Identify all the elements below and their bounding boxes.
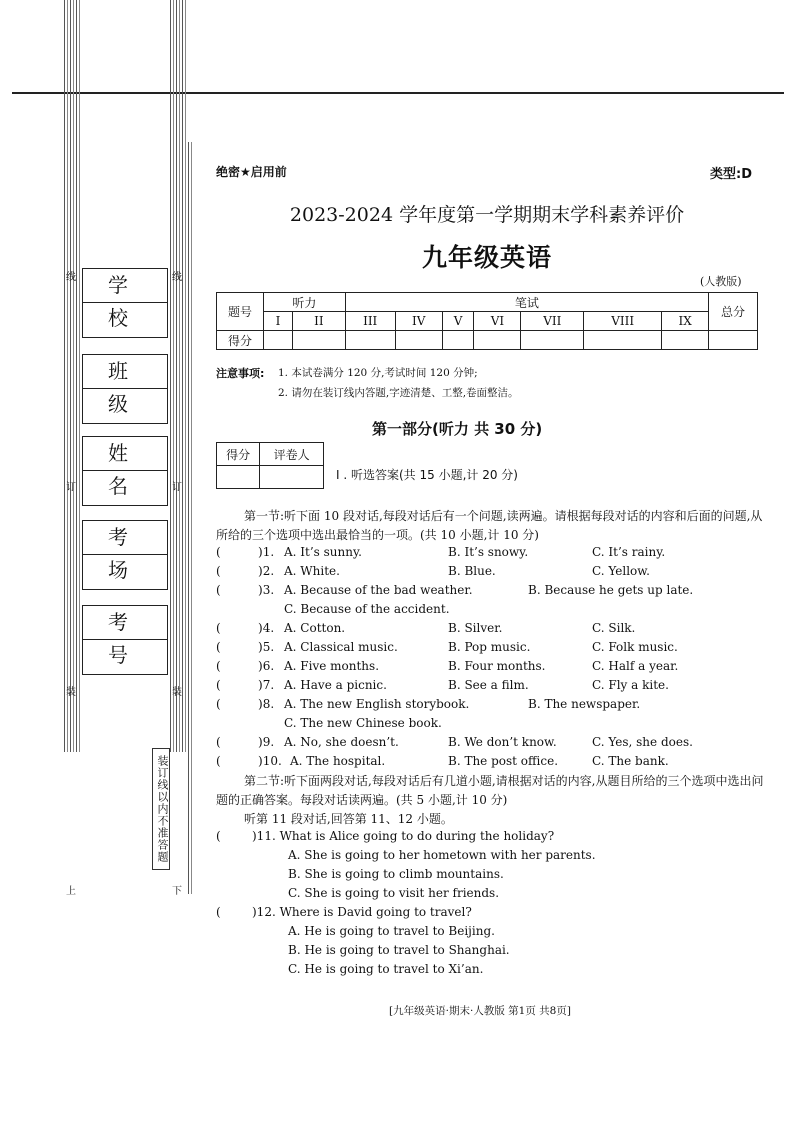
option-b[interactable]: B. See a film. — [448, 678, 529, 692]
binding-mark-shang: 上 — [66, 886, 76, 897]
binding-line — [64, 0, 68, 752]
total-header: 总分 — [709, 293, 758, 331]
score-cell[interactable] — [709, 331, 758, 350]
score-cell[interactable] — [584, 331, 662, 350]
page-footer: [九年级英语·期末·人教版 第1页 共8页] — [389, 1005, 571, 1017]
col-header: VI — [474, 312, 521, 331]
grader-person-label: 评卷人 — [260, 443, 324, 466]
score-cell[interactable] — [474, 331, 521, 350]
option-b[interactable]: B. The newspaper. — [528, 697, 641, 711]
option-c[interactable]: C. Yes, she does. — [592, 735, 693, 749]
binding-mark-ding: 订 — [172, 482, 182, 493]
q11-option-c[interactable]: C. She is going to visit her friends. — [288, 886, 500, 900]
binding-note: 装订线以内不准答题 — [152, 748, 170, 870]
binding-line — [76, 0, 80, 752]
notes-item2: 2. 请勿在装订线内答题,字迹清楚、工整,卷面整洁。 — [278, 387, 519, 399]
option-c[interactable]: C. Silk. — [592, 621, 636, 635]
option-c[interactable]: C. The new Chinese book. — [284, 716, 442, 730]
section-title: I . 听选答案(共 15 小题,计 20 分) — [336, 468, 518, 482]
score-table — [216, 292, 758, 350]
binding-mark-xia: 下 — [172, 886, 182, 897]
col-header: V — [442, 312, 474, 331]
score-cell[interactable] — [395, 331, 442, 350]
q11-stem: )11. What is Alice going to do during the holiday? — [252, 829, 555, 843]
option-c[interactable]: C. It’s rainy. — [592, 545, 666, 559]
col-header: IV — [395, 312, 442, 331]
score-cell[interactable] — [264, 331, 293, 350]
option-b[interactable]: B. We don’t know. — [448, 735, 557, 749]
binding-line — [70, 0, 74, 752]
score-cell[interactable] — [292, 331, 345, 350]
answer-bracket[interactable]: ( — [216, 583, 221, 597]
part1-title: 第一部分(听力 共 30 分) — [372, 420, 543, 438]
subject-title: 九年级英语 — [421, 243, 552, 272]
sec2-intro: 第二节:听下面两段对话,每段对话后有几道小题,请根据对话的内容,从题目所给的三个选项中选出问题的正确答案。每段对话读两遍。(共 5 小题,计 10 分) — [216, 774, 764, 807]
option-b[interactable]: B. Four months. — [448, 659, 546, 673]
option-a[interactable]: A. Have a picnic. — [284, 678, 387, 692]
binding-line — [176, 0, 180, 752]
question-number: )6. — [258, 659, 275, 673]
writing-header: 笔试 — [345, 293, 708, 312]
option-a[interactable]: A. Cotton. — [284, 621, 346, 635]
notes-label: 注意事项: — [216, 367, 265, 380]
option-a[interactable]: A. White. — [284, 564, 340, 578]
option-c[interactable]: C. Because of the accident. — [284, 602, 450, 616]
col-header: IX — [662, 312, 709, 331]
field-label: 学 校 — [83, 269, 167, 303]
question-number: )7. — [258, 678, 275, 692]
field-label: 姓 名 — [83, 437, 167, 471]
answer-bracket[interactable]: ( — [216, 678, 221, 692]
binding-mark-ding: 订 — [66, 482, 76, 493]
field-label: 班 级 — [83, 355, 167, 389]
question-number: )3. — [258, 583, 275, 597]
option-a[interactable]: A. Classical music. — [284, 640, 398, 654]
q12-option-b[interactable]: B. He is going to travel to Shanghai. — [288, 943, 510, 957]
field-school[interactable] — [82, 268, 168, 338]
score-cell[interactable] — [521, 331, 584, 350]
question-number: )8. — [258, 697, 275, 711]
dialog11-instruction: 听第 11 段对话,回答第 11、12 小题。 — [244, 812, 453, 826]
question-number: )5. — [258, 640, 275, 654]
option-a[interactable]: A. The new English storybook. — [284, 697, 470, 711]
option-a[interactable]: A. Because of the bad weather. — [284, 583, 473, 597]
option-c[interactable]: C. Yellow. — [592, 564, 650, 578]
defen-cell: 得分 — [217, 331, 264, 350]
score-cell[interactable] — [442, 331, 474, 350]
notes-item1: 1. 本试卷满分 120 分,考试时间 120 分钟; — [278, 367, 478, 379]
answer-bracket[interactable]: ( — [216, 621, 221, 635]
option-b[interactable]: B. Blue. — [448, 564, 496, 578]
binding-line — [182, 0, 186, 752]
field-exam-room[interactable] — [82, 520, 168, 590]
question-number: )10. — [258, 754, 282, 768]
score-cell[interactable] — [345, 331, 395, 350]
binding-mark-zhuang: 装 — [172, 687, 182, 698]
option-a[interactable]: A. The hospital. — [290, 754, 386, 768]
grader-person-cell[interactable] — [260, 466, 324, 489]
field-exam-number[interactable] — [82, 605, 168, 675]
top-rule — [12, 92, 784, 94]
col-header: VIII — [584, 312, 662, 331]
col-header: I — [264, 312, 293, 331]
grader-table — [216, 442, 324, 489]
q12-option-a[interactable]: A. He is going to travel to Beijing. — [288, 924, 495, 938]
question-number: )2. — [258, 564, 275, 578]
question-number: )1. — [258, 545, 275, 559]
q12-stem: )12. Where is David going to travel? — [252, 905, 472, 919]
answer-bracket[interactable]: ( — [216, 564, 221, 578]
q11-option-a[interactable]: A. She is going to her hometown with her parents. — [288, 848, 596, 862]
grader-score-label: 得分 — [217, 443, 260, 466]
binding-mark-zhuang: 装 — [66, 687, 76, 698]
option-c[interactable]: C. The bank. — [592, 754, 669, 768]
listening-header: 听力 — [264, 293, 346, 312]
answer-bracket[interactable]: ( — [216, 754, 221, 768]
exam-title: 2023-2024 学年度第一学期期末学科素养评价 — [289, 204, 685, 226]
binding-mark-xian: 线 — [66, 272, 76, 283]
binding-line — [188, 142, 192, 894]
answer-bracket[interactable]: ( — [216, 829, 221, 843]
col-header: III — [345, 312, 395, 331]
binding-mark-xian: 线 — [172, 272, 182, 283]
option-b[interactable]: B. Because he gets up late. — [528, 583, 694, 597]
option-a[interactable]: A. It’s sunny. — [284, 545, 362, 559]
edition-label: (人教版) — [700, 275, 742, 288]
confidential-label: 绝密★启用前 — [216, 165, 287, 179]
sec1-intro: 第一节:听下面 10 段对话,每段对话后有一个问题,读两遍。请根据每段对话的内容和后面的问题,从所给的三个选项中选出最恰当的一项。(共 10 小题,计 10 分) — [216, 509, 763, 542]
option-c[interactable]: C. Half a year. — [592, 659, 679, 673]
option-b[interactable]: B. Silver. — [448, 621, 503, 635]
question-number: )4. — [258, 621, 275, 635]
field-name[interactable] — [82, 436, 168, 506]
answer-bracket[interactable]: ( — [216, 659, 221, 673]
answer-bracket[interactable]: ( — [216, 735, 221, 749]
col-header: VII — [521, 312, 584, 331]
binding-line — [170, 0, 174, 752]
answer-bracket[interactable]: ( — [216, 640, 221, 654]
option-a[interactable]: A. Five months. — [284, 659, 380, 673]
answer-bracket[interactable]: ( — [216, 697, 221, 711]
field-class[interactable] — [82, 354, 168, 424]
q12-option-c[interactable]: C. He is going to travel to Xi’an. — [288, 962, 484, 976]
question-number: )9. — [258, 735, 275, 749]
q11-option-b[interactable]: B. She is going to climb mountains. — [288, 867, 504, 881]
option-c[interactable]: C. Fly a kite. — [592, 678, 669, 692]
option-c[interactable]: C. Folk music. — [592, 640, 678, 654]
col-header: II — [292, 312, 345, 331]
tihao-cell: 题号 — [217, 293, 264, 331]
option-a[interactable]: A. No, she doesn’t. — [284, 735, 399, 749]
answer-bracket[interactable]: ( — [216, 905, 221, 919]
field-label: 考 号 — [83, 606, 167, 640]
option-b[interactable]: B. The post office. — [448, 754, 559, 768]
field-label: 考 场 — [83, 521, 167, 555]
grader-score-cell[interactable] — [217, 466, 260, 489]
score-cell[interactable] — [662, 331, 709, 350]
paper-type: 类型:D — [710, 167, 752, 182]
option-b[interactable]: B. Pop music. — [448, 640, 531, 654]
option-b[interactable]: B. It’s snowy. — [448, 545, 529, 559]
answer-bracket[interactable]: ( — [216, 545, 221, 559]
